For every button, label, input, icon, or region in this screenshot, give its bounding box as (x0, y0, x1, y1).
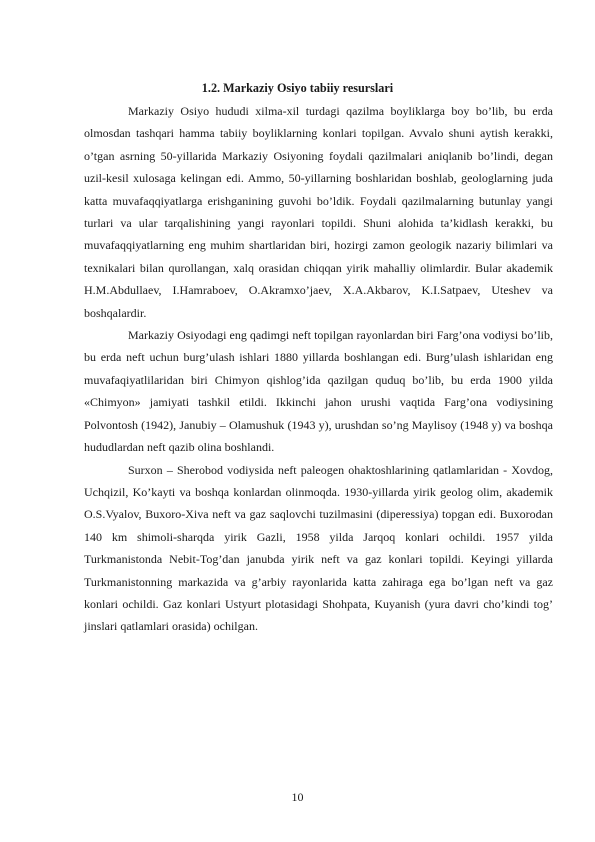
paragraph-2: Markaziy Osiyodagi eng qadimgi neft topilgan rayonlardan biri Farg’ona vodiysi bo’lib, bu erda neft uchun burg’ulash ishlari 1880 yillarda boshlangan edi. Burg’ulash ishlaridan eng muvafaqiyatlilaridan biri Chimyon qishlog’ida qazilgan quduq bo’lib, bu erda 1900 yilda «Chimyon» jamiyati tashkil etildi. Ikkinchi jahon urushi vaqtida Farg’ona vodiysining Polvontosh (1942), Janubiy – Olamushuk (1943 y), urushdan so’ng Maylisoy (1948 y) va boshqa hududlardan neft qazib olina boshlandi. (84, 328, 553, 455)
paragraph-1: Markaziy Osiyo hududi xilma-xil turdagi qazilma boyliklarga boy bo’lib, bu erda olmosdan tashqari hamma tabiiy boyliklarning konlari topilgan. Avvalo shuni aytish kerakki, o’tgan asrning 50-yillarida Markaziy Osiyoning foydali qazilmalari aniqlanib bo’lindi, degan uzil-kesil xulosaga kelingan edi. Ammo, 50-yillarning boshlaridan boshlab, geologlarning juda katta muvafaqqiyatlarga erishganining guvohi bo’ldik. Foydali qazilmalarning butunlay yangi turlari va ular tarqalishining yangi rayonlari topildi. Shuni alohida ta’kidlash kerakki, bu muvafaqqiyatlarning eng muhim shartlaridan biri, hozirgi zamon geologik nazariy bilimlari va texnikalari bilan qurollangan, xalq orasidan chiqqan yirik mahalliy olimlardir. Bular akademik H.M.Abdullaev, I.Hamraboev, O.Akramxo’jaev, X.A.Akbarov, K.I.Satpaev, Uteshev va boshqalardir. (84, 104, 553, 320)
paragraph-3: Surxon – Sherobod vodiysida neft paleogen ohaktoshlarining qatlamlaridan - Xovdog, Uchqizil, Ko’kayti va boshqa konlardan olinmoqda. 1930-yillarda yirik geolog olim, akademik O.S.Vyalov, Buxoro-Xiva neft va gaz saqlovchi tuzilmasini (diperessiya) topgan edi. Buxorodan 140 km shimoli-sharqda yirik Gazli, 1958 yilda Jarqoq konlari ochildi. 1957 yilda Turkmanistonda Nebit-Tog’dan janubda yirik neft va gaz konlari topildi. Keyingi yillarda Turkmanistonning markazida va g’arbiy rayonlarida katta zahiraga ega bo’lgan neft va gaz konlari ochildi. Gaz konlari Ustyurt plotasidagi Shohpata, Kuyanish (yura davri cho’kindi tog’ jinslari qatlamlari orasida) ochilgan. (84, 462, 553, 634)
section-heading: 1.2. Markaziy Osiyo tabiiy resurslari (201, 81, 394, 95)
page-number: 10 (291, 790, 304, 804)
body-text (84, 100, 553, 638)
